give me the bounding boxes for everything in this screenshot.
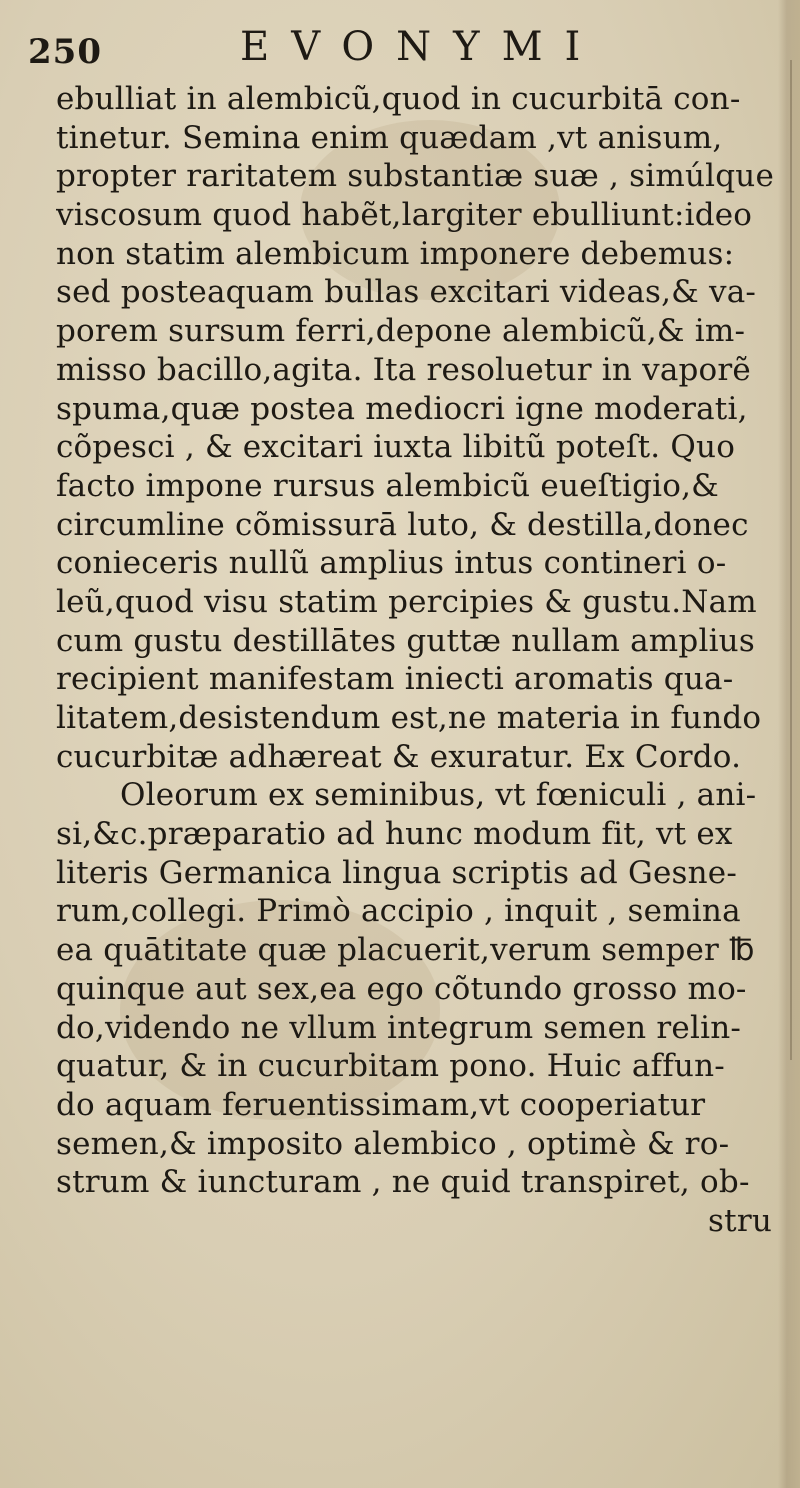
text-line: cucurbitæ adhæreat & exuratur. Ex Cordo.	[56, 738, 742, 775]
paragraph-start-line: Oleorum ex seminibus, vt fœniculi , ani-	[120, 777, 757, 814]
text-line: semen,& imposito alembico , optimè & ro-	[56, 1125, 730, 1162]
page-edge-line	[790, 60, 792, 1060]
catchword: stru	[708, 1202, 772, 1239]
page-number: 250	[28, 32, 102, 72]
text-line: do aquam feruentissimam,vt cooperiatur	[56, 1086, 706, 1123]
text-line: spuma,quæ postea mediocri igne moderati,	[56, 390, 748, 427]
text-line: tinetur. Semina enim quædam ,vt anisum,	[56, 119, 723, 156]
text-line: do,videndo ne vllum integrum semen relin-	[56, 1009, 742, 1046]
page-header	[28, 24, 768, 74]
text-line: cõpesci , & excitari iuxta libitũ poteſt. Quo	[56, 429, 736, 466]
text-line: circumline cõmissurā luto, & destilla,donec	[56, 506, 749, 543]
text-line: rum,collegi. Primò accipio , inquit , semina	[56, 893, 741, 930]
text-line: quinque aut sex,ea ego cõtundo grosso mo-	[56, 970, 747, 1007]
text-line: propter raritatem substantiæ suæ , simúlque	[56, 158, 774, 195]
text-line: quatur, & in cucurbitam pono. Huic affun-	[56, 1048, 725, 1085]
text-line: ebulliat in alembicũ,quod in cucurbitā con-	[56, 81, 741, 117]
text-line: porem sursum ferri,depone alembicũ,& im-	[56, 313, 746, 350]
text-line: litatem,desistendum est,ne materia in fundo	[56, 700, 762, 736]
text-line: non statim alembicum imponere debemus:	[56, 235, 735, 272]
text-line: strum & iuncturam , ne quid transpiret, ob-	[56, 1164, 750, 1201]
text-line: conieceris nullũ amplius intus contineri o-	[56, 545, 727, 582]
text-line: si,&c.præparatio ad hunc modum fit, vt ex	[56, 816, 733, 853]
text-line: recipient manifestam iniecti aromatis qua-	[56, 661, 734, 698]
text-line: ea quātitate quæ placuerit,verum semper ℔	[56, 932, 755, 969]
text-line: cum gustu destillātes guttæ nullam amplius	[56, 622, 755, 659]
running-head: EVONYMI	[240, 24, 603, 70]
text-line: leũ,quod visu statim percipies & gustu.Nam	[56, 583, 757, 620]
text-line: literis Germanica lingua scriptis ad Gesne-	[56, 854, 738, 891]
text-line: facto impone rursus alembicũ eueſtigio,&	[56, 467, 719, 504]
page-edge-shadow	[778, 0, 800, 1488]
text-line: misso bacillo,agita. Ita resoluetur in vaporẽ	[56, 351, 751, 388]
body-text	[56, 80, 776, 1241]
text-line: sed posteaquam bullas excitari videas,& va-	[56, 274, 757, 311]
text-line: viscosum quod habẽt,largiter ebulliunt:ideo	[56, 197, 753, 234]
